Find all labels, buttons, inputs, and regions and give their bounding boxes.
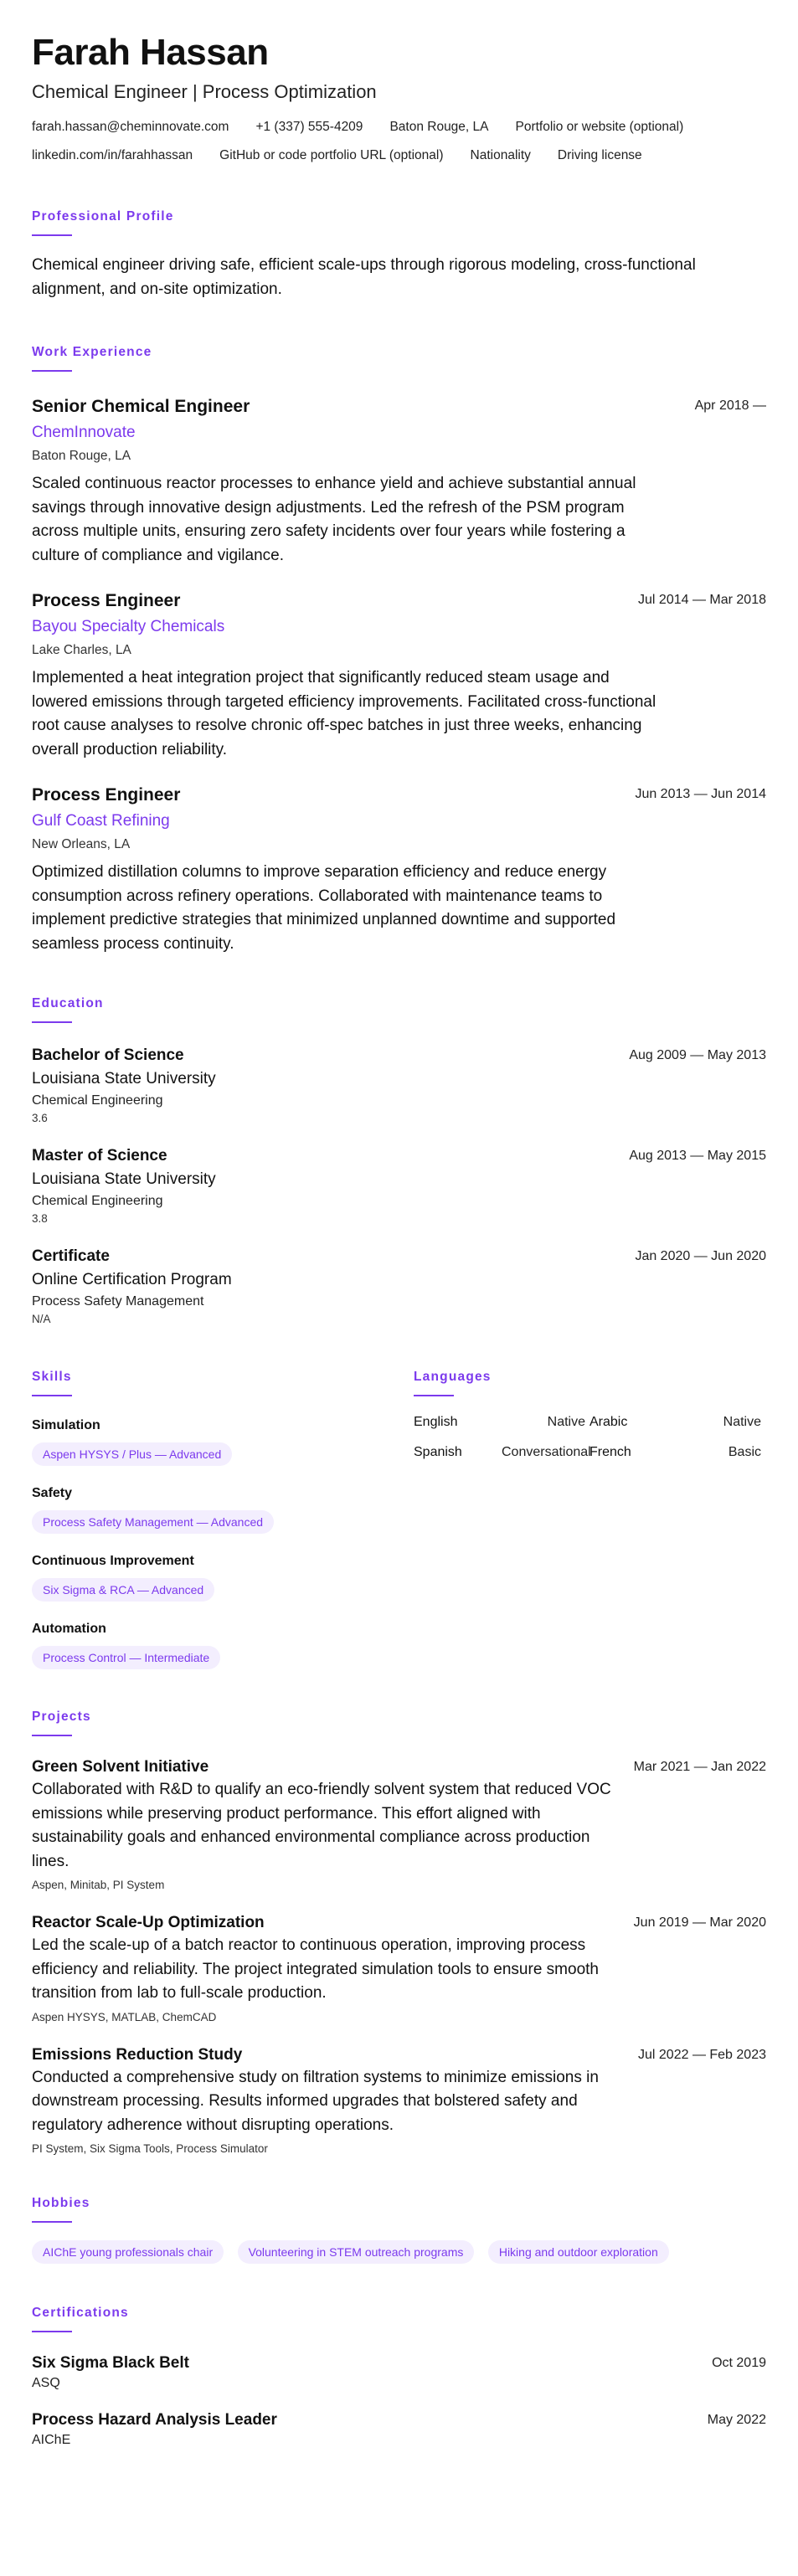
contact-nationality: Nationality	[470, 148, 531, 162]
skill-group	[32, 1484, 414, 1534]
language-name: English	[414, 1415, 458, 1429]
language-name: Spanish	[414, 1445, 462, 1459]
experience-item	[32, 589, 766, 762]
skill-group	[32, 1620, 414, 1669]
candidate-name: Farah Hassan	[32, 32, 269, 73]
skill-category: Simulation	[32, 1418, 100, 1432]
project-item	[32, 1912, 766, 2026]
company-name: Gulf Coast Refining	[32, 812, 170, 830]
section-title: Work Experience	[32, 345, 152, 359]
section-divider	[414, 1395, 454, 1396]
skill-pill: Six Sigma & RCA — Advanced	[32, 1578, 214, 1602]
job-description: Scaled continuous reactor processes to enhance yield and achieve substantial annual savings through innovative design adjustments. Led the refresh of the PSM program across multiple units, ensuring zero safety incidents over four years while fostering a culture of compliance and vigilance.	[32, 475, 636, 564]
job-location: Lake Charles, LA	[32, 643, 131, 657]
candidate-headline: Chemical Engineer | Process Optimization	[32, 81, 377, 102]
language-name: French	[589, 1445, 631, 1459]
certification-item	[32, 2409, 766, 2450]
project-description: Led the scale-up of a batch reactor to continuous operation, improving process efficiency and reliability. The project integrated simulation tools to ensure smooth transition from lab to full-scale production.	[32, 1936, 599, 2002]
hobbies-section	[32, 2196, 766, 2264]
language-name: Arabic	[589, 1415, 628, 1429]
project-item	[32, 1756, 766, 1894]
section-title: Hobbies	[32, 2196, 90, 2210]
hobby-list	[32, 2233, 766, 2264]
skill-pill: Process Control — Intermediate	[32, 1646, 220, 1669]
job-description: Optimized distillation columns to improve separation efficiency and reduce energy consumption across refinery operations. Collaborated with maintenance teams to implement predictive strategies that minimized unplanned downtime and supported seamless process continuity.	[32, 863, 616, 953]
job-dates: Jun 2013 — Jun 2014	[635, 787, 766, 801]
certification-date: May 2022	[707, 2413, 766, 2427]
languages-section	[414, 1370, 766, 1669]
field-of-study: Process Safety Management	[32, 1294, 204, 1309]
education-dates: Jan 2020 — Jun 2020	[635, 1249, 766, 1263]
contact-portfolio[interactable]: Portfolio or website (optional)	[515, 120, 684, 134]
contact-location: Baton Rouge, LA	[389, 120, 489, 134]
certification-issuer: AIChE	[32, 2433, 71, 2447]
project-title: Green Solvent Initiative	[32, 1758, 209, 1776]
job-description: Implemented a heat integration project that significantly reduced steam usage and lowered emissions through targeted efficiency improvements. Facilitated cross-functional root cause analyses to resolve chronic off-spec batches in just three weeks, enhancing overall production reliability.	[32, 669, 656, 758]
section-divider	[32, 1021, 72, 1023]
certification-issuer: ASQ	[32, 2376, 60, 2390]
field-of-study: Chemical Engineering	[32, 1194, 163, 1208]
skill-pill: Process Safety Management — Advanced	[32, 1510, 274, 1534]
certification-date: Oct 2019	[712, 2356, 766, 2370]
skills-section	[32, 1370, 414, 1669]
section-title: Education	[32, 996, 104, 1010]
school-name: Louisiana State University	[32, 1070, 216, 1087]
project-dates: Jul 2022 — Feb 2023	[638, 2047, 766, 2062]
experience-item	[32, 784, 766, 956]
education-item	[32, 1145, 766, 1227]
company-name: Bayou Specialty Chemicals	[32, 618, 225, 635]
project-dates: Jun 2019 — Mar 2020	[633, 1915, 766, 1930]
skill-category: Safety	[32, 1486, 73, 1500]
education-section	[32, 996, 766, 1328]
section-divider	[32, 234, 72, 236]
language-level: Basic	[728, 1445, 761, 1459]
hobby-pill: Volunteering in STEM outreach programs	[238, 2240, 475, 2264]
job-dates: Jul 2014 — Mar 2018	[638, 593, 766, 607]
section-divider	[32, 1395, 72, 1396]
language-list	[414, 1415, 766, 1460]
education-item	[32, 1045, 766, 1127]
skill-category: Continuous Improvement	[32, 1554, 194, 1568]
skill-group	[32, 1552, 414, 1602]
section-title: Skills	[32, 1370, 72, 1384]
experience-section	[32, 345, 766, 956]
section-title: Certifications	[32, 2306, 129, 2320]
profile-section	[32, 209, 766, 301]
certification-item	[32, 2352, 766, 2393]
profile-summary: Chemical engineer driving safe, efficient scale-ups through rigorous modeling, cross-functional alignment, and on-site optimization.	[32, 256, 696, 298]
section-title: Languages	[414, 1370, 492, 1384]
job-title: Process Engineer	[32, 591, 181, 610]
degree: Certificate	[32, 1247, 110, 1265]
degree: Master of Science	[32, 1147, 167, 1165]
contact-list	[32, 116, 766, 167]
section-title: Professional Profile	[32, 209, 174, 224]
contact-linkedin[interactable]: linkedin.com/in/farahhassan	[32, 148, 193, 162]
project-title: Reactor Scale-Up Optimization	[32, 1914, 265, 1931]
project-item	[32, 2044, 766, 2158]
section-divider	[32, 1735, 72, 1736]
education-dates: Aug 2009 — May 2013	[629, 1048, 766, 1062]
language-level: Native	[723, 1415, 761, 1429]
school-name: Online Certification Program	[32, 1271, 232, 1288]
section-divider	[32, 370, 72, 372]
certification-name: Process Hazard Analysis Leader	[32, 2411, 277, 2429]
field-of-study: Chemical Engineering	[32, 1093, 163, 1108]
gpa: 3.8	[32, 1212, 48, 1225]
language-level: Native	[547, 1415, 585, 1429]
project-description: Conducted a comprehensive study on filtration systems to minimize emissions in downstream processing. Results informed upgrades that bolstered safety and regulatory adherence without disrupting operations.	[32, 2068, 599, 2134]
project-title: Emissions Reduction Study	[32, 2045, 243, 2064]
contact-email[interactable]: farah.hassan@cheminnovate.com	[32, 120, 229, 134]
language-level: Conversational	[502, 1445, 591, 1459]
skill-category: Automation	[32, 1622, 106, 1636]
experience-item	[32, 395, 766, 568]
job-title: Process Engineer	[32, 785, 181, 805]
gpa: N/A	[32, 1313, 51, 1325]
hobby-pill: Hiking and outdoor exploration	[488, 2240, 669, 2264]
skill-group	[32, 1417, 414, 1466]
job-location: New Orleans, LA	[32, 837, 131, 851]
certifications-section	[32, 2306, 766, 2450]
hobby-pill: AIChE young professionals chair	[32, 2240, 224, 2264]
job-title: Senior Chemical Engineer	[32, 397, 250, 416]
project-tech: Aspen HYSYS, MATLAB, ChemCAD	[32, 2010, 217, 2023]
project-dates: Mar 2021 — Jan 2022	[633, 1760, 766, 1774]
projects-section	[32, 1710, 766, 2157]
section-title: Projects	[32, 1710, 91, 1724]
education-item	[32, 1246, 766, 1328]
education-dates: Aug 2013 — May 2015	[629, 1149, 766, 1163]
skill-pill: Aspen HYSYS / Plus — Advanced	[32, 1442, 232, 1466]
project-tech: PI System, Six Sigma Tools, Process Simulator	[32, 2142, 268, 2155]
section-divider	[32, 2331, 72, 2332]
gpa: 3.6	[32, 1112, 48, 1124]
company-name: ChemInnovate	[32, 424, 136, 441]
contact-phone[interactable]: +1 (337) 555-4209	[255, 120, 363, 134]
project-description: Collaborated with R&D to qualify an eco-friendly solvent system that reduced VOC emissions while preserving product performance. This effort aligned with sustainability goals and enhanced environmental compliance across production lines.	[32, 1781, 611, 1870]
resume-header	[32, 32, 766, 167]
job-location: Baton Rouge, LA	[32, 449, 131, 463]
certification-name: Six Sigma Black Belt	[32, 2354, 189, 2372]
degree: Bachelor of Science	[32, 1046, 184, 1064]
section-divider	[32, 2221, 72, 2223]
contact-github[interactable]: GitHub or code portfolio URL (optional)	[219, 148, 444, 162]
project-tech: Aspen, Minitab, PI System	[32, 1879, 165, 1891]
school-name: Louisiana State University	[32, 1170, 216, 1188]
job-dates: Apr 2018 —	[694, 398, 766, 413]
contact-driving-license: Driving license	[557, 148, 642, 162]
skills-languages-row	[32, 1370, 766, 1669]
